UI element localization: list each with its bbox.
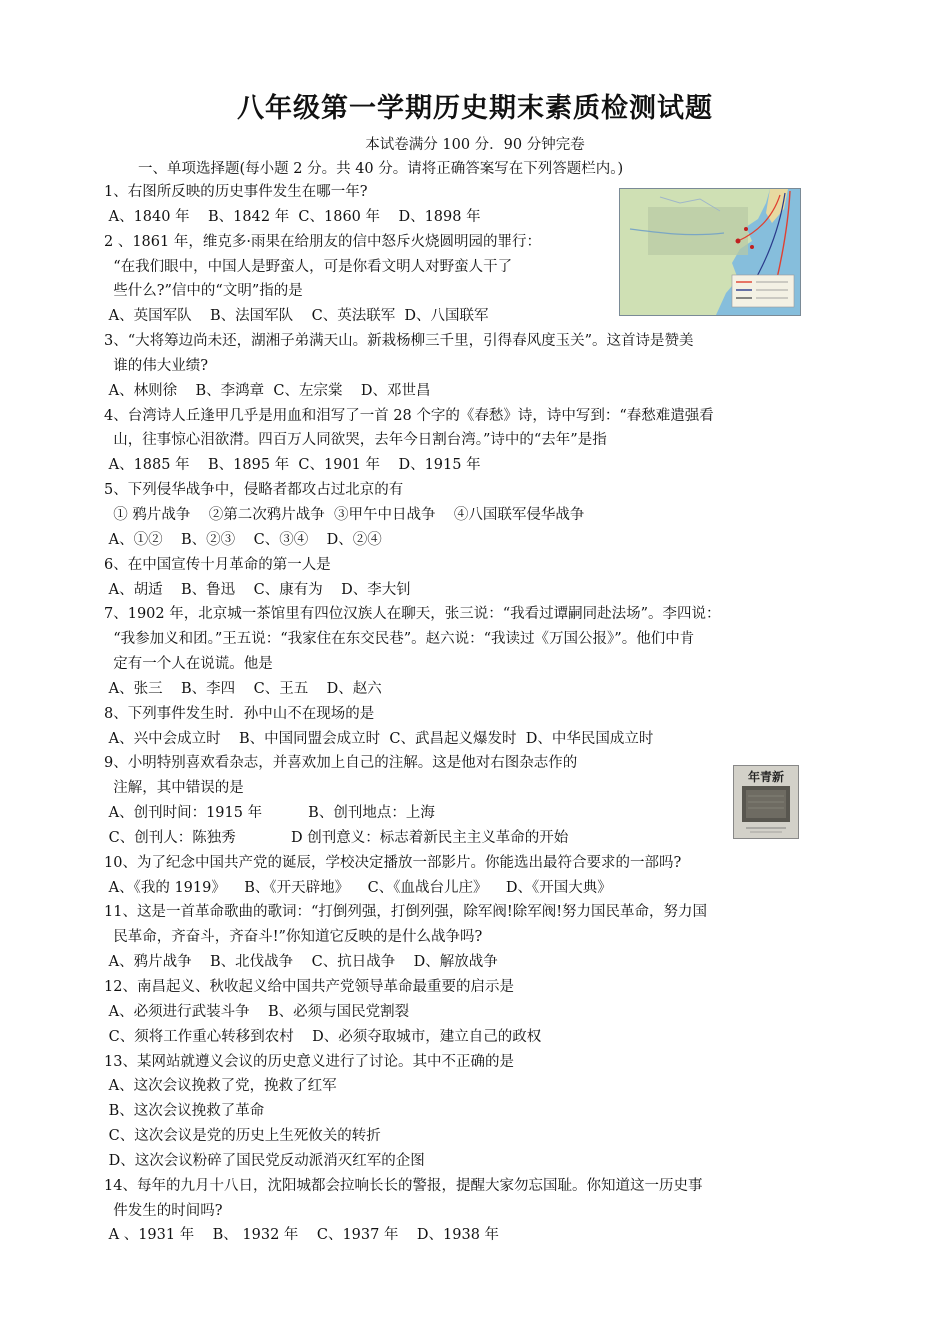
- answer-options: A、张三 B、李四 C、王五 D、赵六: [104, 680, 382, 697]
- exam-info: 本试卷满分 100 分．90 分钟完卷: [365, 137, 585, 153]
- question-line: 山，往事惊心泪欲潸。四百万人同欲哭，去年今日割台湾。”诗中的“去年”是指: [104, 432, 607, 449]
- magazine-cover-figure: [733, 765, 799, 839]
- magazine-title-text: 年青新: [747, 770, 785, 784]
- question-line: 定有一个人在说谎。他是: [104, 656, 273, 673]
- question-line: 些什么?”信中的“文明”指的是: [104, 283, 303, 300]
- answer-options: A、鸦片战争 B、北伐战争 C、抗日战争 D、解放战争: [104, 954, 498, 971]
- answer-options: A、创刊时间：1915 年 B、创刊地点：上海: [104, 805, 435, 822]
- question-line: 10、为了纪念中国共产党的诞辰，学校决定播放一部影片。你能选出最符合要求的一部吗?: [104, 854, 682, 871]
- question-line: 2 、1861 年，维克多·雨果在给朋友的信中怒斥火烧圆明园的罪行：: [104, 233, 541, 250]
- answer-options: C、这次会议是党的历史上生死攸关的转折: [104, 1128, 381, 1145]
- question-line: 6、在中国宣传十月革命的第一人是: [104, 556, 331, 573]
- answer-options: A、兴中会成立时 B、中国同盟会成立时 C、武昌起义爆发时 D、中华民国成立时: [104, 730, 654, 747]
- answer-options: B、这次会议挽救了革命: [104, 1103, 265, 1120]
- question-line: “在我们眼中，中国人是野蛮人，可是你看文明人对野蛮人干了: [104, 258, 513, 275]
- question-line: 1、右图所反映的历史事件发生在哪一年?: [104, 184, 368, 200]
- answer-options: A、1885 年 B、1895 年 C、1901 年 D、1915 年: [104, 457, 481, 474]
- question-line: 12、南昌起义、秋收起义给中国共产党领导革命最重要的启示是: [104, 979, 514, 995]
- question-line: 14、每年的九月十八日，沈阳城都会拉响长长的警报，提醒大家勿忘国耻。你知道这一历史事: [104, 1177, 703, 1194]
- answer-options: A、胡适 B、鲁迅 C、康有为 D、李大钊: [104, 581, 411, 598]
- answer-options: A、英国军队 B、法国军队 C、英法联军 D、八国联军: [104, 308, 489, 325]
- answer-options: C、创刊人：陈独秀 D 创刊意义：标志着新民主主义革命的开始: [104, 829, 569, 846]
- answer-options: A、林则徐 B、李鸿章 C、左宗棠 D、邓世昌: [104, 382, 431, 399]
- question-line: 3、“大将筹边尚未还，湖湘子弟满天山。新栽杨柳三千里，引得春风度玉关”。这首诗是赞美: [104, 333, 694, 350]
- answer-options: A、①② B、②③ C、③④ D、②④: [104, 531, 382, 548]
- answer-options: A 、1931 年 B、 1932 年 C、1937 年 D、1938 年: [104, 1227, 500, 1244]
- section-heading: 一、单项选择题(每小题 2 分。共 40 分。请将正确答案写在下列答题栏内。): [138, 161, 624, 177]
- question-line: 13、某网站就遵义会议的历史意义进行了讨论。其中不正确的是: [104, 1053, 514, 1070]
- question-line: ① 鸦片战争 ②第二次鸦片战争 ③甲午中日战争 ④八国联军侵华战争: [104, 506, 585, 523]
- answer-options: A、1840 年 B、1842 年 C、1860 年 D、1898 年: [104, 208, 481, 225]
- question-line: 民革命，齐奋斗，齐奋斗!”你知道它反映的是什么战争吗?: [104, 929, 483, 946]
- magazine-cover-graphic: [734, 766, 798, 838]
- question-line: 9、小明特别喜欢看杂志，并喜欢加上自己的注解。这是他对右图杂志作的: [104, 755, 578, 772]
- answer-options: A、必须进行武装斗争 B、必须与国民党割裂: [104, 1003, 410, 1020]
- answer-options: C、须将工作重心转移到农村 D、必须夺取城市，建立自己的政权: [104, 1028, 542, 1045]
- question-line: 件发生的时间吗?: [104, 1202, 223, 1219]
- question-list: [104, 180, 864, 1248]
- war-route-map-figure: [619, 188, 801, 316]
- answer-options: D、这次会议粉碎了国民党反动派消灭红军的企图: [104, 1152, 425, 1169]
- answer-options: A、这次会议挽救了党，挽救了红军: [104, 1078, 337, 1095]
- answer-options: A、《我的 1919》 B、《开天辟地》 C、《血战台儿庄》 D、《开国大典》: [104, 879, 612, 896]
- question-line: 8、下列事件发生时．孙中山不在现场的是: [104, 705, 375, 722]
- question-line: 注解，其中错误的是: [104, 780, 244, 797]
- question-line: 11、这是一首革命歌曲的歌词：“打倒列强，打倒列强，除军阀!除军阀!努力国民革命，努力国: [104, 904, 708, 921]
- question-line: 谁的伟大业绩?: [104, 357, 208, 374]
- question-line: 7、1902 年，北京城一茶馆里有四位汉族人在聊天，张三说：“我看过谭嗣同赴法场”。李四说：: [104, 606, 721, 623]
- question-line: “我参加义和团。”王五说：“我家住在东交民巷”。赵六说：“我读过《万国公报》”。他们中肯: [104, 631, 695, 648]
- question-line: 4、台湾诗人丘逢甲几乎是用血和泪写了一首 28 个字的《春愁》诗，诗中写到：“春愁难遣强看: [104, 407, 714, 424]
- question-line: 5、下列侵华战争中，侵略者都攻占过北京的有: [104, 482, 404, 499]
- page-title: 八年级第一学期历史期末素质检测试题: [237, 93, 713, 124]
- map-graphic: [620, 189, 800, 315]
